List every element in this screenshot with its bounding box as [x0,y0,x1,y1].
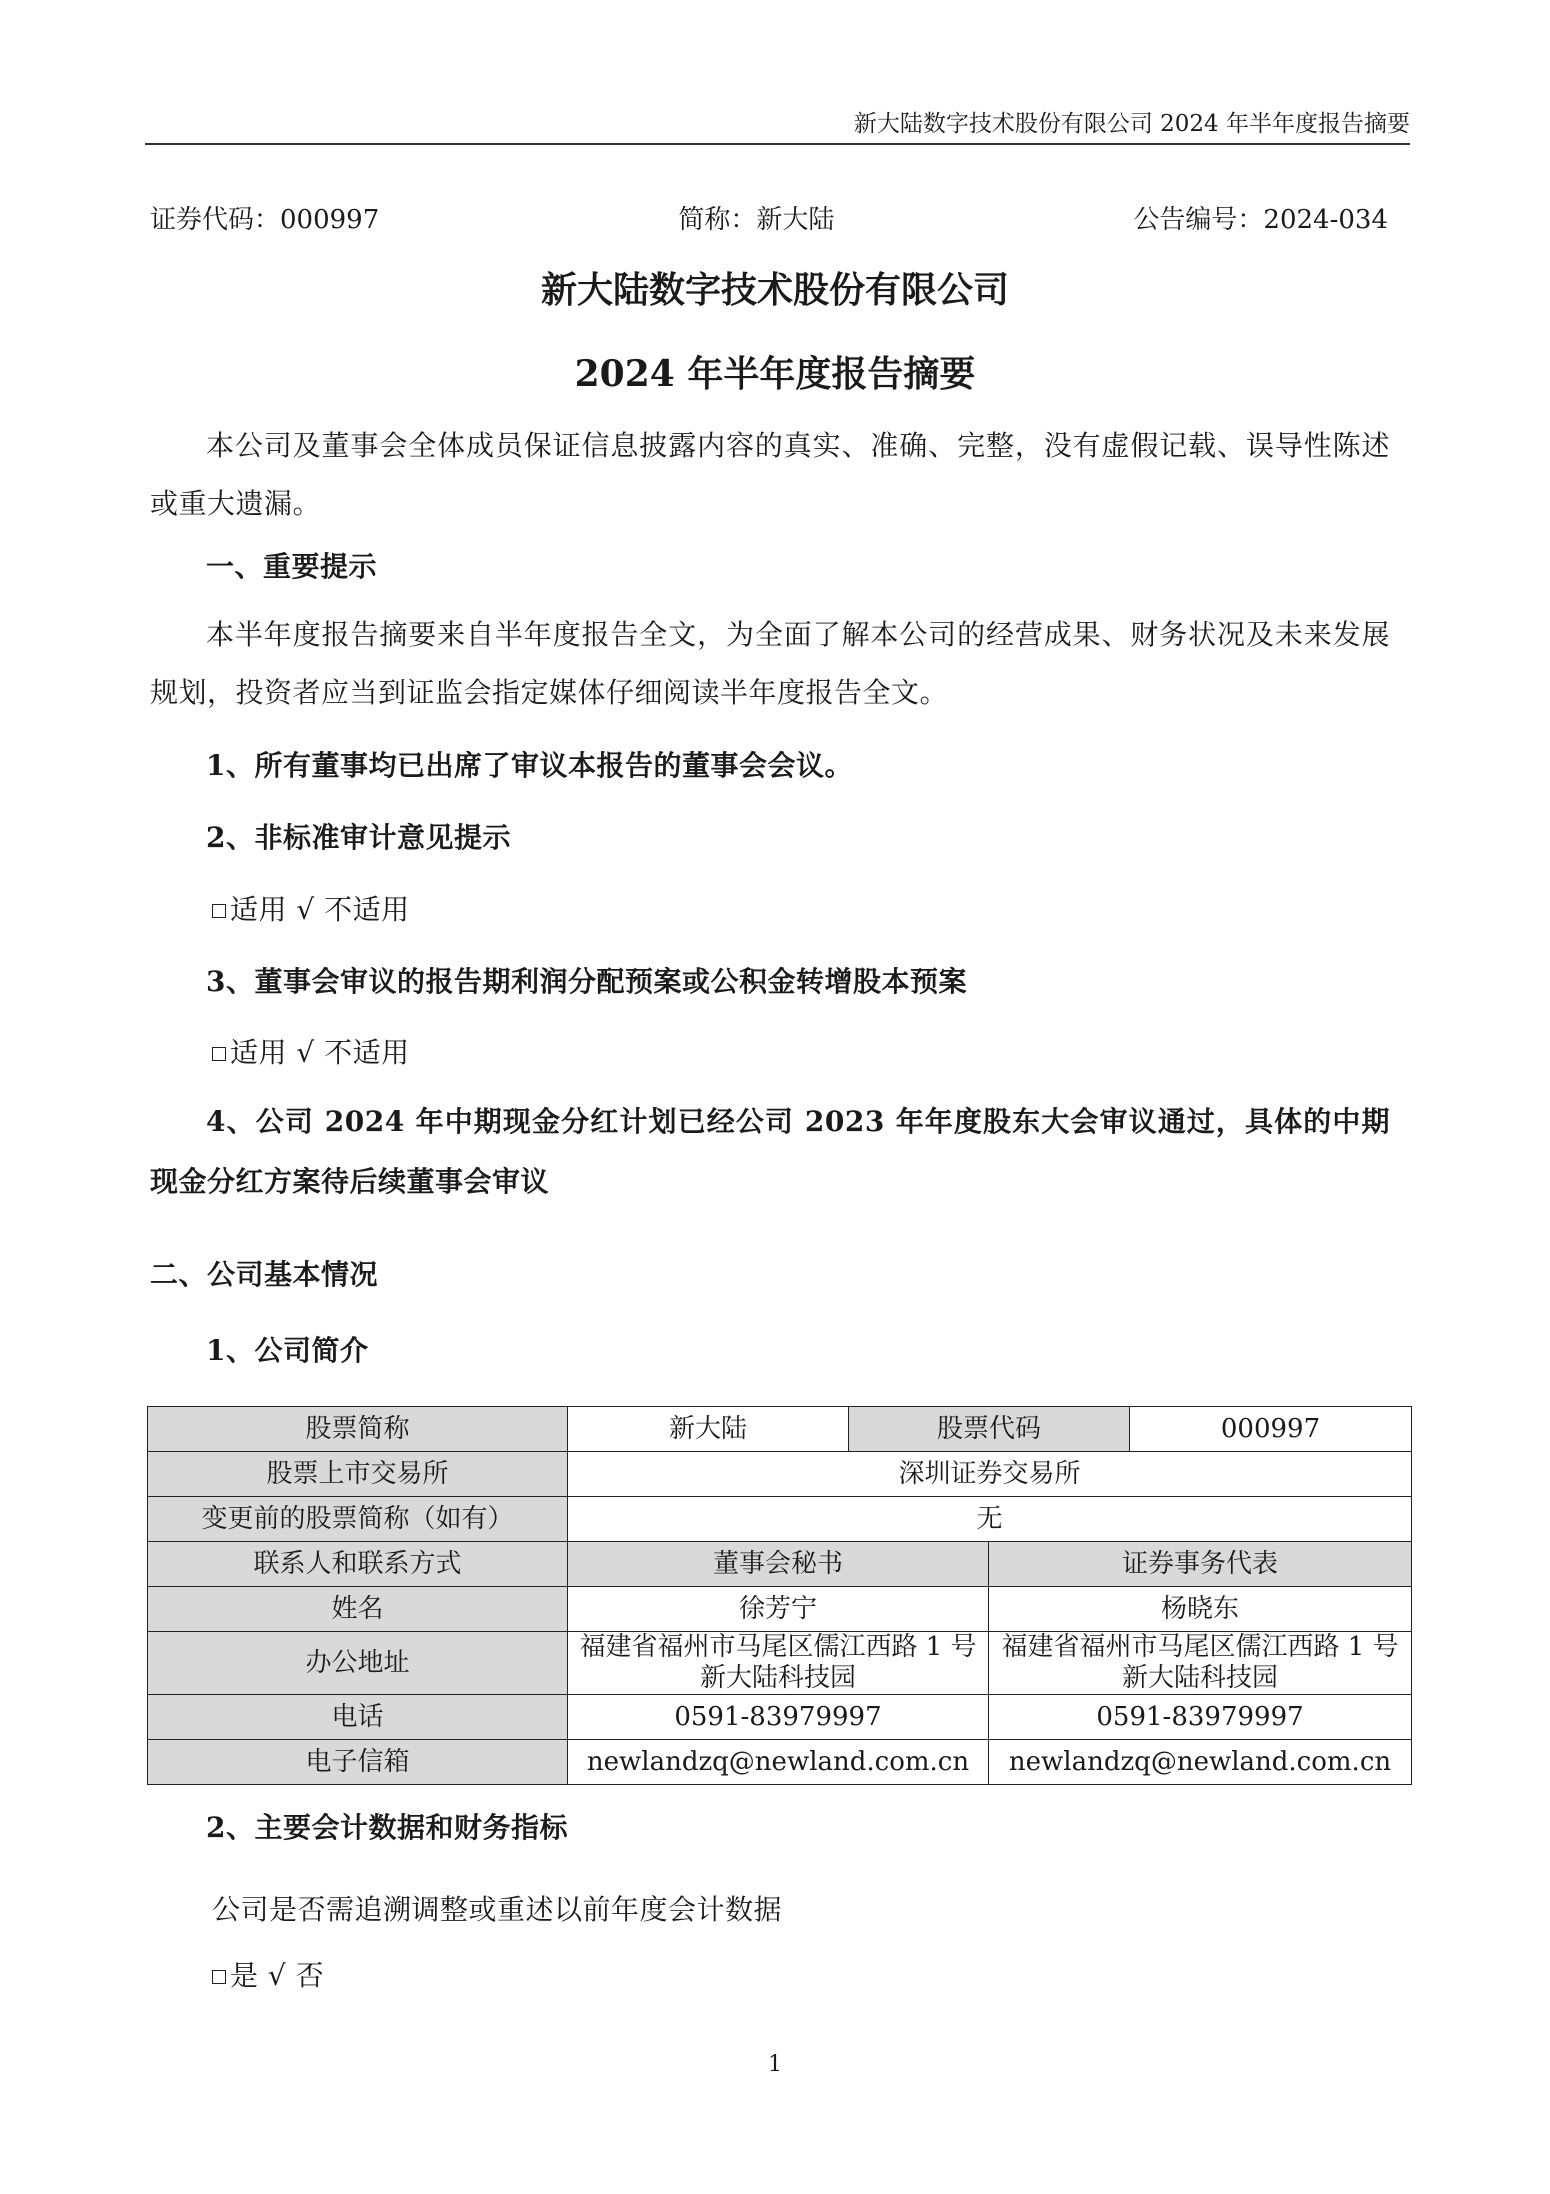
item1-text: 1、所有董事均已出席了审议本报告的董事会会议。 [206,749,853,782]
disclosure-statement: 本公司及董事会全体成员保证信息披露内容的真实、准确、完整，没有虚假记载、误导性陈述或重大遗漏。 [150,429,1390,520]
secretary-column-header: 董事会秘书 [568,1542,989,1587]
company-title: 新大陆数字技术股份有限公司 [540,269,1009,311]
table-row [148,1587,1412,1632]
item3-heading: 3、董事会审议的报告期利润分配预案或公积金转增股本预案 [206,965,967,998]
table-row [148,1407,1412,1452]
contact-label: 联系人和联系方式 [148,1542,568,1587]
running-header: 新大陆数字技术股份有限公司 2024 年半年度报告摘要 [853,111,1410,137]
representative-email: newlandzq@newland.com.cn [989,1740,1412,1785]
item2-heading: 2、非标准审计意见提示 [206,821,511,854]
section1-intro: 本半年度报告摘要来自半年度报告全文，为全面了解本公司的经营成果、财务状况及未来发展规划，投资者应当到证监会指定媒体仔细阅读半年度报告全文。 [150,618,1390,709]
address-label: 办公地址 [148,1632,568,1695]
announcement-number: 公告编号：2024-034 [1133,205,1388,235]
restate-option-text: 是 √ 否 [230,1959,325,1992]
section1-heading: 一、重要提示 [206,550,378,583]
checkbox-icon [212,904,226,918]
stock-name-label: 股票简称 [148,1407,568,1452]
table-row [148,1497,1412,1542]
item2-option [150,890,1400,930]
table-row [148,1695,1412,1740]
representative-name: 杨晓东 [989,1587,1412,1632]
representative-column-header: 证券事务代表 [989,1542,1412,1587]
secretary-phone: 0591-83979997 [568,1695,989,1740]
exchange-label: 股票上市交易所 [148,1452,568,1497]
short-name: 简称：新大陆 [678,205,835,235]
announcement-meta [150,202,1388,238]
table-row [148,1632,1412,1695]
secretary-address: 福建省福州市马尾区儒江西路 1 号新大陆科技园 [568,1632,989,1695]
prev-name-label: 变更前的股票简称（如有） [148,1497,568,1542]
stock-code-label: 股票代码 [849,1407,1130,1452]
stock-name-value: 新大陆 [568,1407,849,1452]
representative-phone: 0591-83979997 [989,1695,1412,1740]
page-number: 1 [768,2052,782,2077]
item3-option-text: 适用 √ 不适用 [230,1036,410,1069]
report-title: 2024 年半年度报告摘要 [574,353,976,395]
checkbox-icon [212,1047,226,1061]
company-profile-table [147,1406,1412,1785]
table-row [148,1452,1412,1497]
table-row [148,1740,1412,1785]
phone-label: 电话 [148,1695,568,1740]
stock-code-value: 000997 [1130,1407,1412,1452]
prev-name-value: 无 [568,1497,1412,1542]
secretary-name: 徐芳宁 [568,1587,989,1632]
restate-question: 公司是否需追溯调整或重述以前年度会计数据 [212,1893,783,1926]
email-label: 电子信箱 [148,1740,568,1785]
item2-option-text: 适用 √ 不适用 [230,893,410,926]
secretary-email: newlandzq@newland.com.cn [568,1740,989,1785]
exchange-value: 深圳证券交易所 [568,1452,1412,1497]
representative-address: 福建省福州市马尾区儒江西路 1 号新大陆科技园 [989,1632,1412,1695]
section2-heading: 二、公司基本情况 [150,1258,379,1291]
accounting-data-heading: 2、主要会计数据和财务指标 [206,1811,568,1844]
table-row [148,1542,1412,1587]
item4-text: 4、公司 2024 年中期现金分红计划已经公司 2023 年年度股东大会审议通过，具体的中期现金分红方案待后续董事会审议 [150,1105,1390,1198]
checkbox-icon [212,1970,226,1984]
restate-option [150,1956,1400,1996]
header-rule [145,143,1410,145]
name-label: 姓名 [148,1587,568,1632]
item3-option [150,1033,1400,1073]
company-profile-heading: 1、公司简介 [206,1334,369,1367]
security-code: 证券代码：000997 [150,205,380,235]
